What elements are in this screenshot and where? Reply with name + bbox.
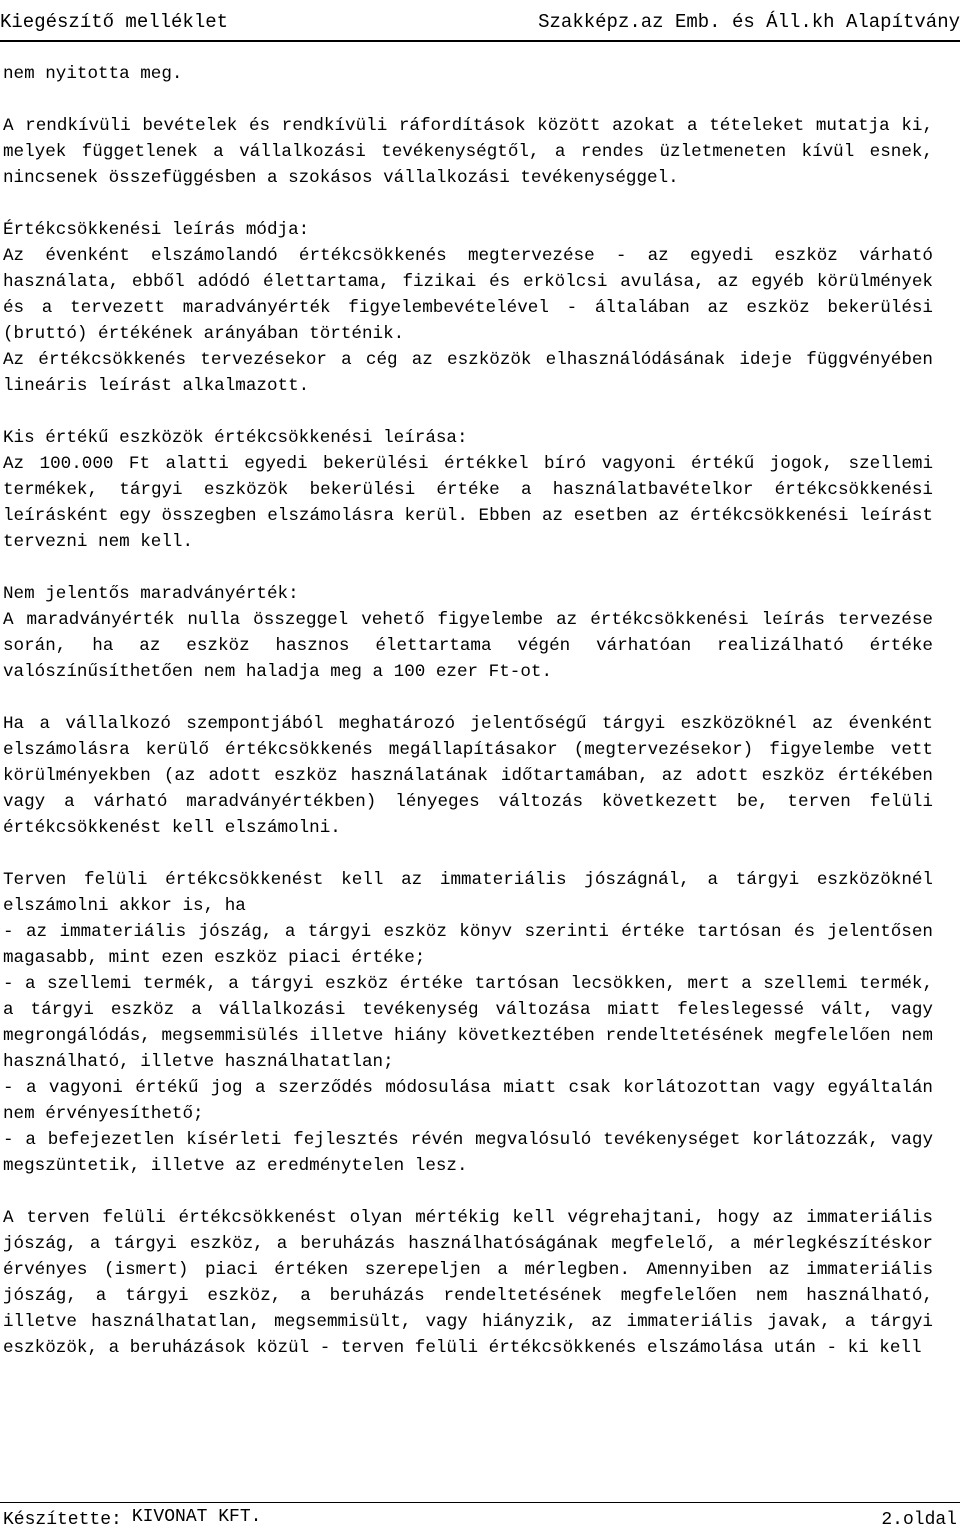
paragraph-extra-depreciation-intro: Terven felüli értékcsökkenést kell az immateriális jószágnál, a tárgyi eszközöknél elszámolni akkor is, ha bbox=[3, 870, 933, 916]
paragraph-depreciation-method: Az évenként elszámolandó értékcsökkenés megtervezése - az egyedi eszköz várható használata, ebből adódó élettartama, fizikai és erkölcsi avulása, az egyéb körülmények és a tervezett maradványérték figyelembevételével - általában az eszköz bekerülési (bruttó) értékének arányában történik. bbox=[3, 246, 933, 344]
page-header bbox=[0, 8, 960, 36]
footer-prepared-by-label: Készítette: bbox=[3, 1510, 122, 1530]
paragraph-significant-change: Ha a vállalkozó szempontjából meghatározó jelentőségű tárgyi eszközöknél az évenként elszámolásra kerülő értékcsökkenés megállapításakor (megtervezésekor) figyelembe vett körülményekben (az adott eszköz használatának időtartamában, az adott eszköz értékében vagy a várható maradványértékben) lényeges változás következett be, terven felüli értékcsökkenést kell elszámolni. bbox=[3, 714, 933, 838]
list-item: - a befejezetlen kísérleti fejlesztés révén megvalósuló tevékenységet korlátozzák, vagy megszüntetik, illetve az eredménytelen lesz. bbox=[3, 1130, 933, 1176]
header-divider bbox=[0, 40, 960, 42]
header-right-title: Szakképz.az Emb. és Áll.kh Alapítvány bbox=[538, 11, 960, 33]
paragraph-residual-value: A maradványérték nulla összeggel vehető figyelembe az értékcsökkenési leírás tervezése során, ha az eszköz hasznos élettartama végén várhatóan realizálható értéke valószínűsíthetően nem haladja meg a 100 ezer Ft-ot. bbox=[3, 610, 933, 682]
list-item: - a szellemi termék, a tárgyi eszköz értéke tartósan lecsökken, mert a szellemi termék, a tárgyi eszköz a vállalkozási tevékenység változása miatt feleslegessé vált, vagy megrongálódás, megsemmisülés illetve hiány következtében rendeltetésének megfelelően nem használható, illetve használhatatlan; bbox=[3, 974, 933, 1072]
paragraph-low-value-assets: Az 100.000 Ft alatti egyedi bekerülési értékkel bíró vagyoni értékű jogok, szellemi termékek, tárgyi eszközök bekerülési értéke a használatbavételkor értékcsökkenési leírásként egy összegben elszámolásra kerül. Ebben az esetben az értékcsökkenési leírást tervezni nem kell. bbox=[3, 454, 933, 552]
footer-divider bbox=[0, 1502, 960, 1503]
heading-depreciation-method: Értékcsökkenési leírás módja: bbox=[3, 220, 310, 240]
paragraph-linear-depreciation: Az értékcsökkenés tervezésekor a cég az eszközök elhasználódásának ideje függvényében lineáris leírást alkalmazott. bbox=[3, 350, 933, 396]
header-left-title: Kiegészítő melléklet bbox=[0, 11, 229, 33]
footer-page-number: 2.oldal bbox=[881, 1510, 957, 1530]
document-body bbox=[3, 61, 933, 1361]
paragraph-extra-depreciation-extent: A terven felüli értékcsökkenést olyan mértékig kell végrehajtani, hogy az immateriális jószág, a tárgyi eszköz, a beruházás használhatóságának megfelelő, a mérlegkészítéskor érvényes (ismert) piaci értéken szerepeljen a mérlegben. Amennyiben az immateriális jószág, a tárgyi eszköz, a beruházás rendeltetésének megfelelően nem használható, illetve használhatatlan, megsemmisült, vagy hiányzik, az immateriális javak, a tárgyi eszközök, a beruházások közül - terven felüli értékcsökkenés elszámolása után - ki kell bbox=[3, 1208, 933, 1358]
paragraph-extraordinary-items: A rendkívüli bevételek és rendkívüli ráfordítások között azokat a tételeket mutatja ki, melyek függetlenek a vállalkozási tevékenységtől, a rendes üzletmeneten kívül esnek, nincsenek összefüggésben a szokásos vállalkozási tevékenységgel. bbox=[3, 116, 933, 188]
heading-low-value-assets: Kis értékű eszközök értékcsökkenési leírása: bbox=[3, 428, 468, 448]
list-item: - a vagyoni értékű jog a szerződés módosulása miatt csak korlátozottan vagy egyáltalán nem érvényesíthető; bbox=[3, 1078, 933, 1124]
heading-residual-value: Nem jelentős maradványérték: bbox=[3, 584, 299, 604]
footer-company: KIVONAT KFT. bbox=[131, 1507, 262, 1527]
list-item: - az immateriális jószág, a tárgyi eszköz könyv szerinti értéke tartósan és jelentősen magasabb, mint ezen eszköz piaci értéke; bbox=[3, 922, 933, 968]
page-footer bbox=[3, 1508, 957, 1530]
paragraph-line: nem nyitotta meg. bbox=[3, 64, 183, 84]
